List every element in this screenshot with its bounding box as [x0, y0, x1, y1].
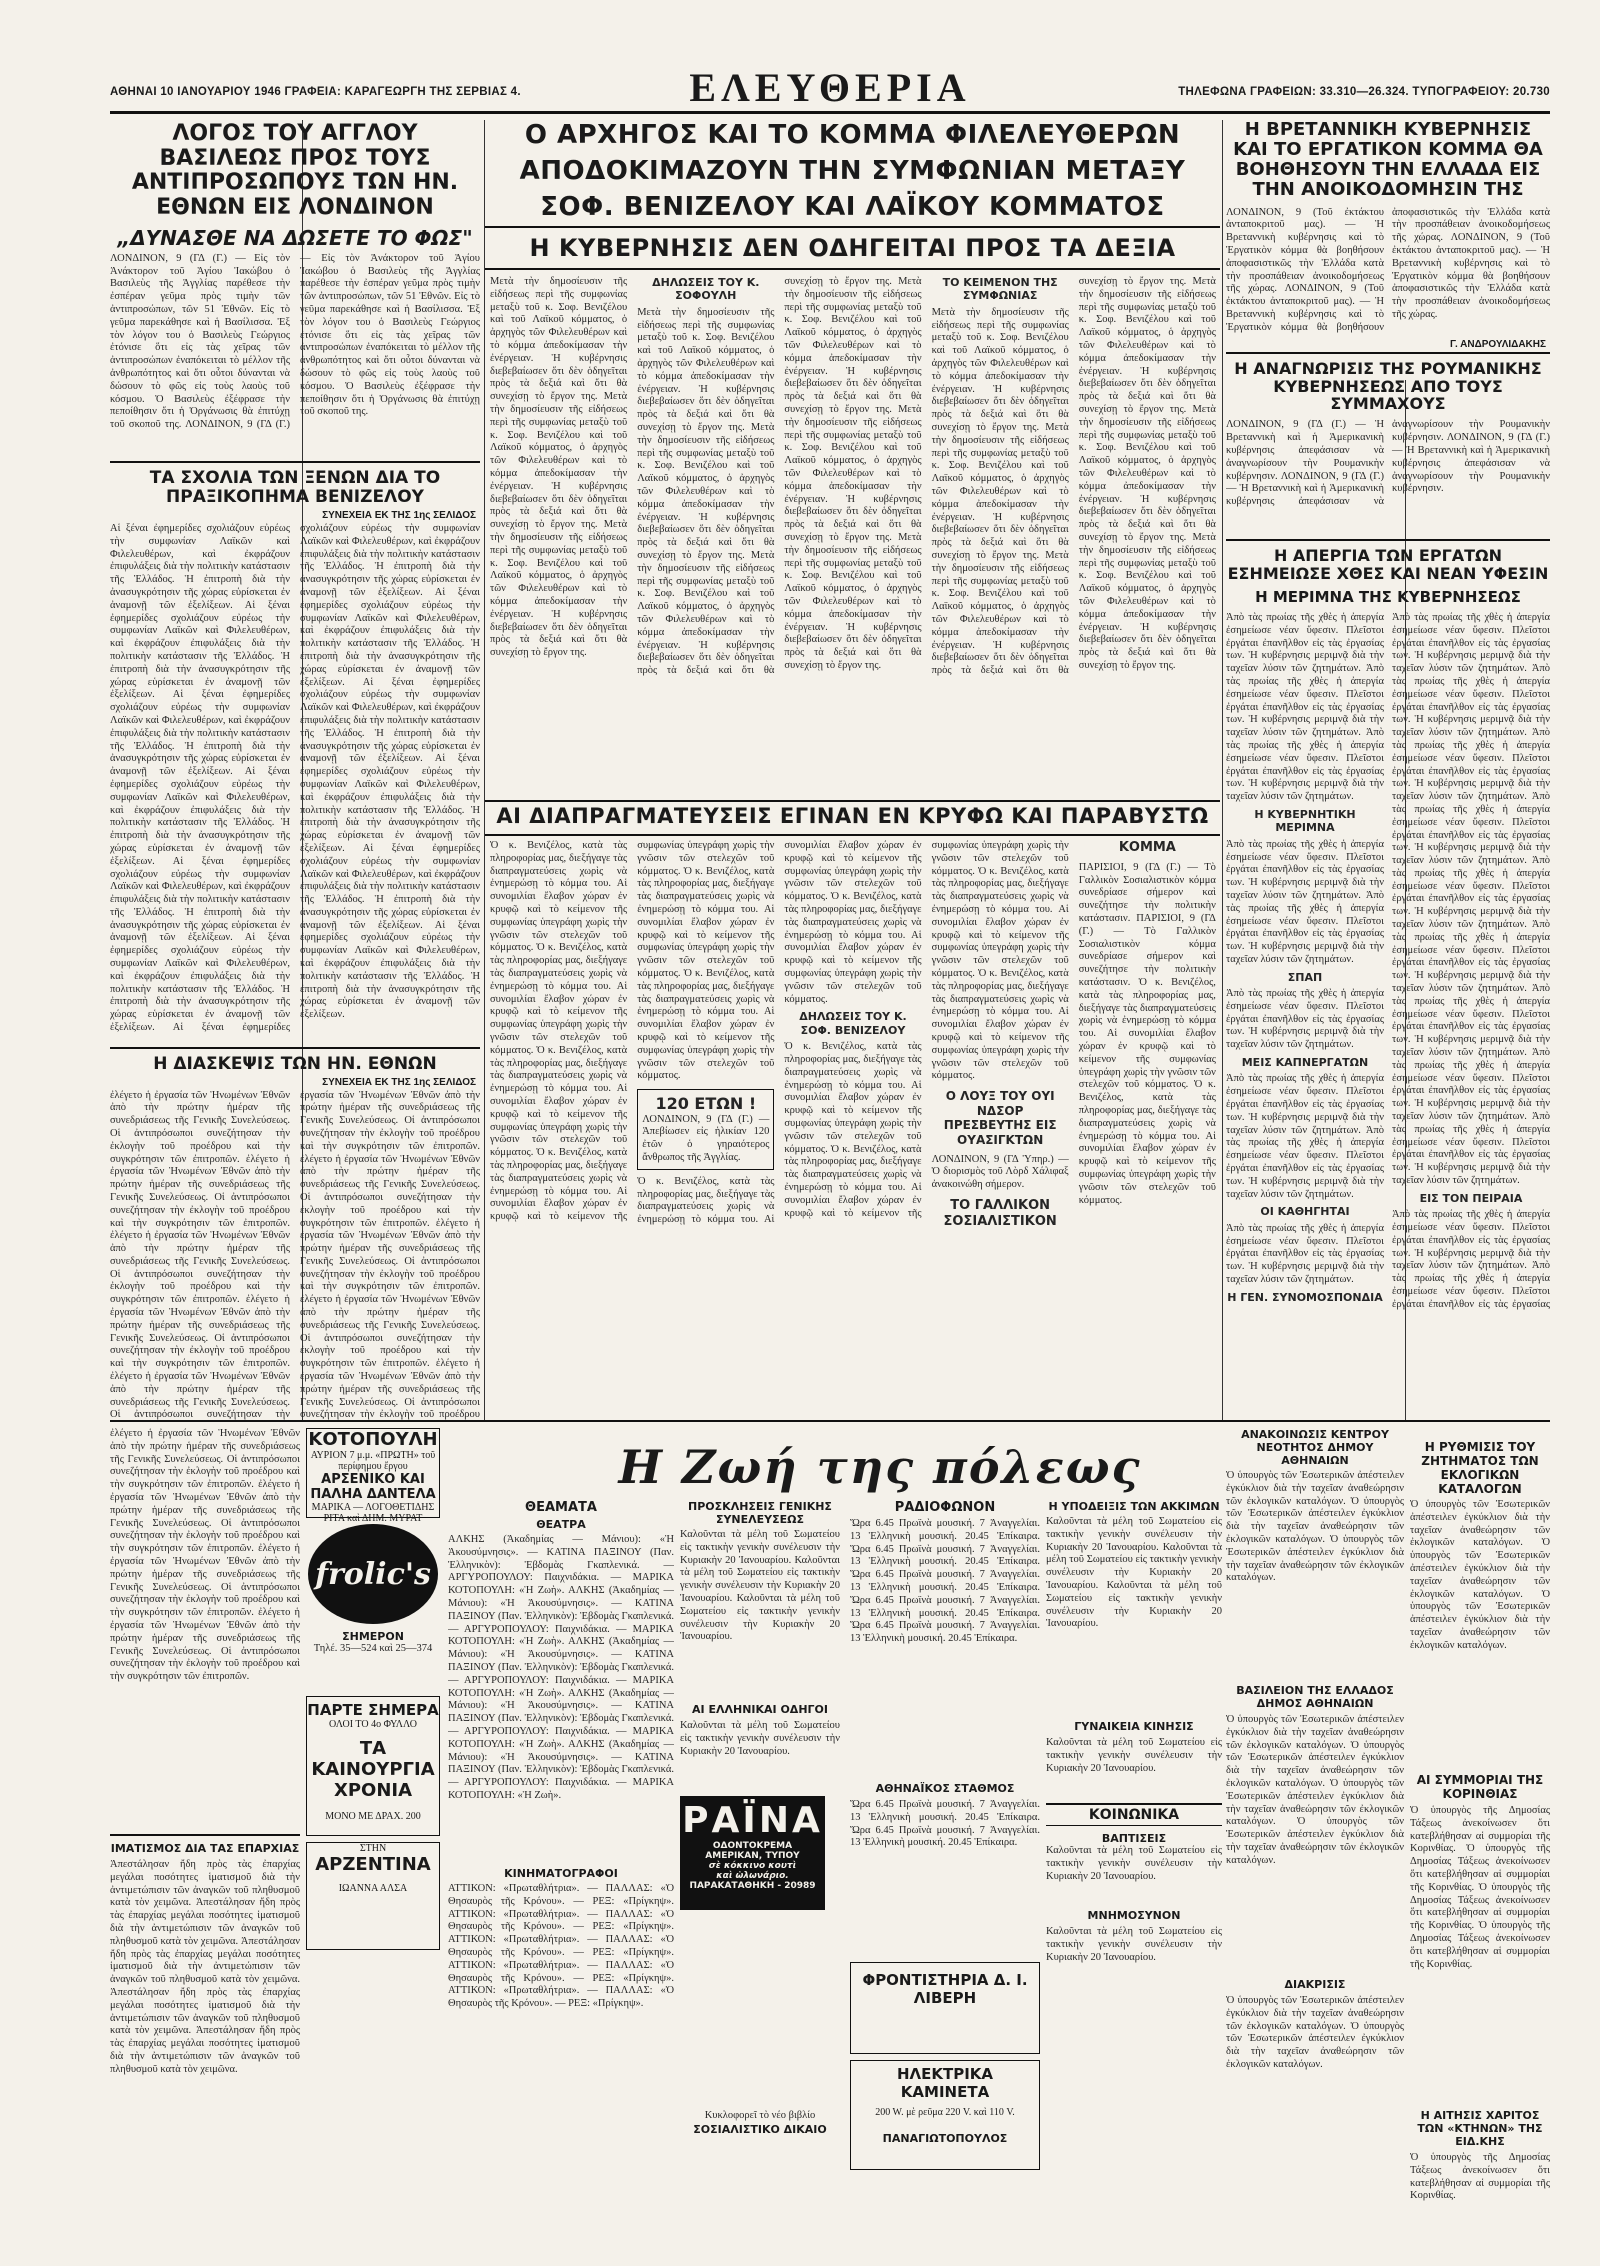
divider [485, 800, 1220, 802]
proskliseis-title: ΠΡΟΣΚΛΗΣΕΙΣ ΓΕΝΙΚΗΣ ΣΥΝΕΛΕΥΣΕΩΣ [688, 1500, 832, 1526]
article-text: Ὁ ὑπουργὸς τῆς Δημοσίας Τάξεως ἀνεκοίνωσεν ὅτι κατεβλήθησαν αἱ συμμορίαι τῆς Κορινθίας. [1410, 2152, 1550, 2202]
anakoinosis-title: ΑΝΑΚΟΙΝΩΣΙΣ ΚΕΝΤΡΟΥ ΝΕΟΤΗΤΟΣ ΔΗΜΟΥ ΑΘΗΝΑΙΩΝ [1241, 1428, 1389, 1467]
article-text: Ὁ ὑπουργὸς τῶν Ἐσωτερικῶν ἀπέστειλεν ἐγκύκλιον διὰ τὴν ταχεῖαν ἀναθεώρησιν τῶν ἐκλογικῶν καταλόγων. [1226, 1470, 1404, 1507]
section3-title: Η ΔΙΑΣΚΕΨΙΣ ΤΩΝ ΗΝ. ΕΘΝΩΝ [153, 1053, 437, 1074]
article-text: ἐλέγετο ἡ ἐργασία τῶν Ἡνωμένων Ἐθνῶν ἀπὸ τὴν πρώτην ἡμέραν τῆς συνεδριάσεως τῆς Γενικῆς Συνελεύσεως. Οἱ ἀντιπρόσωποι συνεζήτησαν τὴν ἐκλογὴν τοῦ προέδρου [300, 1358, 480, 1420]
article-text: Μετὰ τὴν δημοσίευσιν τῆς εἰδήσεως περὶ τῆς συμφωνίας μεταξὺ τοῦ κ. Σοφ. Βενιζέλου καὶ τοῦ Λαϊκοῦ κόμματος, ὁ ἀρχηγὸς τῶν Φιλελευθέρων καὶ τὸ κόμμα ἀπεδοκίμασαν τὴν ἐνέργειαν. Ἡ κυβέρνησις διεβεβαίωσεν ὅτι δὲν ὁδηγεῖται πρὸς τὰ δεξιά καὶ ὅτι θὰ συνεχίσῃ τὸ ἔργον της. [637, 421, 775, 561]
article-text: Ἀπὸ τὰς πρωίας τῆς χθὲς ἡ ἀπεργία ἐσημείωσε νέαν ὕφεσιν. Πλεῖστοι ἐργάται ἐπανῆλθον εἰς τὰς ἐργασίας των. Ἡ κυβέρνησις μεριμνᾷ διὰ τὴν ταχεῖαν λύσιν τῶν ζητημάτων. [1392, 1209, 1550, 1272]
label-sofouli: ΔΗΛΩΣΕΙΣ ΤΟΥ Κ. ΣΟΦΟΥΛΗ [652, 276, 760, 303]
ad-parte-price: ΜΟΝΟ ΜΕ ΔΡΑΧ. 200 [325, 1811, 421, 1822]
sub-merimna: Η ΚΥΒΕΡΝΗΤΙΚΗ ΜΕΡΙΜΝΑ [1254, 807, 1356, 835]
article-text: ΛΟΝΔΙΝΟΝ, 9 (ΓΔ (Γ.) — Εἰς τὸν Ἀνάκτορον τοῦ Ἁγίου Ἰακώβου ὁ Βασιλεὺς τῆς Ἀγγλίας παρέθεσε τὴν ἐσπέραν γεῦμα πρὸς τιμὴν τῶν ἀντιπροσώπων, τῶν 51 Ἐθνῶν. Εἰς τὸ γεῦμα παρεκάθησε καὶ ἡ Βασίλισσα. Ἐξ τὸν λόγον του ὁ Βασιλεὺς Γεώργιος ἐτόνισε ὅτι εἰς τὰς χεῖρας τῶν ἀντιπροσώπων ἐναπόκειται τὸ μέλλον τῆς ἀνθρωπότητος καὶ ὅτι οὗτοι δύνανται νὰ δώσουν τὸ φῶς εἰς τοὺς λαοὺς τοῦ κόσμου. Ὁ Βασιλεὺς ἐξέφρασε τὴν πεποίθησιν ὅτι ἡ Ὀργάνωσις θὰ ἐπιτύχῃ τοῦ σκοποῦ της. [110, 252, 290, 431]
article-text: Αἱ ξέναι ἐφημερίδες σχολιάζουν εὐρέως τὴν συμφωνίαν Λαϊκῶν καὶ Φιλελευθέρων, καὶ ἐκφράζουν ἐπιφυλάξεις διὰ τὴν πολιτικὴν κατάστασιν τῆς Ἑλλάδος. Ἡ ἐπιτροπὴ διὰ τὴν ἀνασυγκρότησιν τῆς χώρας εὑρίσκεται ἐν ἀναμονῇ τῶν ἐξελίξεων. [110, 599, 290, 701]
article-text: Αἱ ξέναι ἐφημερίδες σχολιάζουν εὐρέως τὴν συμφωνίαν Λαϊκῶν καὶ Φιλελευθέρων, καὶ ἐκφράζουν ἐπιφυλάξεις διὰ τὴν πολιτικὴν κατάστασιν τῆς Ἑλλάδος. Ἡ ἐπιτροπὴ διὰ τὴν ἀνασυγκρότησιν τῆς χώρας εὑρίσκεται ἐν ἀναμονῇ τῶν ἐξελίξεων. [300, 842, 480, 931]
article-text: Ὥρα 6.45 Πρωϊνὰ μουσική. 7 Ἀναγγελίαι. 13 Ἑλληνικὴ μουσική. 20.45 Ἐπίκαιρα. [850, 1543, 1040, 1568]
article-text: Αἱ ξέναι ἐφημερίδες σχολιάζουν εὐρέως τὴν συμφωνίαν Λαϊκῶν καὶ Φιλελευθέρων, καὶ ἐκφράζουν ἐπιφυλάξεις διὰ τὴν πολιτικὴν κατάστασιν τῆς Ἑλλάδος. Ἡ ἐπιτροπὴ διὰ τὴν ἀνασυγκρότησιν τῆς χώρας εὑρίσκεται ἐν ἀναμονῇ τῶν ἐξελίξεων. [110, 932, 290, 1034]
article-text: Ὁ ὑπουργὸς τῆς Δημοσίας Τάξεως ἀνεκοίνωσεν ὅτι κατεβλήθησαν αἱ συμμορίαι τῆς Κορινθίας. [1410, 1805, 1550, 1855]
romania-body [1226, 419, 1550, 539]
article-text: ΛΟΝΔΙΝΟΝ, 9 (ΓΔ Ὑπηρ.) — Ὁ διορισμὸς τοῦ Λὸρδ Χάλιφαξ ἀνακοινώθη σήμερον. [931, 1153, 1069, 1191]
article-text: Ὁ ὑπουργὸς τῶν Ἐσωτερικῶν ἀπέστειλεν ἐγκύκλιον διὰ τὴν ταχεῖαν ἀναθεώρησιν τῶν ἐκλογικῶν καταλόγων. [1226, 1739, 1404, 1789]
social-column [1046, 1500, 1222, 2200]
article-text: ἐλέγετο ἡ ἐργασία τῶν Ἡνωμένων Ἐθνῶν ἀπὸ τὴν πρώτην ἡμέραν τῆς συνεδριάσεως τῆς Γενικῆς Συνελεύσεως. Οἱ ἀντιπρόσωποι συνεζήτησαν τὴν ἐκλογὴν τοῦ προέδρου καὶ τὴν συγκρότησιν τῶν ἐπιτροπῶν. [110, 1089, 290, 1165]
diakrixis-title: ΔΙΑΚΡΙΣΙΣ [1284, 1978, 1346, 1991]
section2-byline: ΣΥΝΕΧΕΙΑ ΕΚ ΤΗΣ 1ης ΣΕΛΙΔΟΣ [322, 509, 476, 521]
article-text: Ὁ ὑπουργὸς τῶν Ἐσωτερικῶν ἀπέστειλεν ἐγκύκλιον διὰ τὴν ταχεῖαν ἀναθεώρησιν τῶν ἐκλογικῶν καταλόγων. [1226, 1714, 1404, 1751]
ad-frolics-info [306, 1630, 440, 1656]
article-text: Μετὰ τὴν δημοσίευσιν τῆς εἰδήσεως περὶ τῆς συμφωνίας μεταξὺ τοῦ κ. Σοφ. Βενιζέλου καὶ τοῦ Λαϊκοῦ κόμματος, ὁ ἀρχηγὸς τῶν Φιλελευθέρων καὶ τὸ κόμμα ἀπεδοκίμασαν τὴν ἐνέργειαν. Ἡ κυβέρνησις διεβεβαίωσεν ὅτι δὲν ὁδηγεῖται πρὸς τὰ δεξιά καὶ ὅτι θὰ συνεχίσῃ τὸ ἔργον της. [784, 531, 922, 671]
article-text: Καλοῦνται τὰ μέλη τοῦ Σωματείου εἰς τακτικὴν γενικὴν συνέλευσιν τὴν Κυριακὴν 20 Ἰανουαρίου. [1046, 1541, 1222, 1591]
article-text: ἐλέγετο ἡ ἐργασία τῶν Ἡνωμένων Ἐθνῶν ἀπὸ τὴν πρώτην ἡμέραν τῆς συνεδριάσεως τῆς Γενικῆς Συνελεύσεως. Οἱ ἀντιπρόσωποι συνεζήτησαν τὴν ἐκλογὴν τοῦ προέδρου καὶ τὴν συγκρότησιν τῶν ἐπιτροπῶν. [300, 1217, 480, 1293]
sathmos-body [850, 1799, 1040, 1850]
ad-argentina[interactable] [306, 1842, 440, 1950]
article-text: Ἀπὸ τὰς πρωίας τῆς χθὲς ἡ ἀπεργία ἐσημείωσε νέαν ὕφεσιν. Πλεῖστοι ἐργάται ἐπανῆλθον εἰς τὰς ἐργασίας των. Ἡ κυβέρνησις μεριμνᾷ διὰ τὴν ταχεῖαν λύσιν τῶν ζητημάτων. [1226, 727, 1384, 803]
ad-parte-main: ΤΑ ΚΑΙΝΟΥΡΓΙΑ ΧΡΟΝΙΑ [311, 1738, 435, 1801]
vasileion-body [1226, 1714, 1404, 1974]
ad-kainourgia-xronia[interactable] [306, 1696, 440, 1836]
article-text: Αἱ ξέναι ἐφημερίδες σχολιάζουν εὐρέως τὴν συμφωνίαν Λαϊκῶν καὶ Φιλελευθέρων, καὶ ἐκφράζουν ἐπιφυλάξεις διὰ τὴν πολιτικὴν κατάστασιν τῆς Ἑλλάδος. Ἡ ἐπιτροπὴ διὰ τὴν ἀνασυγκρότησιν τῆς χώρας εὑρίσκεται ἐν ἀναμονῇ τῶν ἐξελίξεων. [300, 586, 480, 688]
article-text: ἐργασία τῶν Ἡνωμένων Ἐθνῶν ἀπὸ τὴν πρώτην ἡμέραν τῆς συνεδριάσεως τῆς Γενικῆς Συνελεύσεως. Οἱ ἀντιπρόσωποι συνεζήτησαν τὴν ἐκλογὴν τοῦ προέδρου καὶ τὴν συγκρότησιν τῶν ἐπιτροπῶν. [300, 1089, 480, 1152]
section3-body [110, 1090, 480, 1420]
article-text: Ὁ ὑπουργὸς τῶν Ἐσωτερικῶν ἀπέστειλεν ἐγκύκλιον διὰ τὴν ταχεῖαν ἀναθεώρησιν τῶν ἐκλογικῶν καταλόγων. [1226, 1495, 1404, 1545]
article-text: ΑΤΤΙΚΟΝ: «Πρωταθλήτρια». — ΠΑΛΛΑΣ: «Ὁ Θησαυρὸς τῆς Κρόνου». — ΡΕΞ: «Πρίγκηψ». [448, 1883, 674, 1907]
raina-line-1: ΟΔΟΝΤΟΚΡΕΜΑ [712, 1841, 793, 1851]
article-text: Μετὰ τὴν δημοσίευσιν τῆς εἰδήσεως περὶ τῆς συμφωνίας μεταξὺ τοῦ κ. Σοφ. Βενιζέλου καὶ τοῦ Λαϊκοῦ κόμματος, ὁ ἀρχηγὸς τῶν Φιλελευθέρων καὶ τὸ κόμμα ἀπεδοκίμασαν τὴν ἐνέργειαν. Ἡ κυβέρνησις διεβεβαίωσεν ὅτι δὲν ὁδηγεῖται πρὸς τὰ δεξιά καὶ ὅτι θὰ συνεχίσῃ τὸ ἔργον της. [490, 276, 628, 403]
proskliseis-body [680, 1529, 840, 1699]
article-text: Ἀπεστάλησαν ἤδη πρὸς τὰς ἐπαρχίας μεγάλαι ποσότητες ἱματισμοῦ διὰ τὴν ἀντιμετώπισιν τῶν ἀναγκῶν τοῦ πληθυσμοῦ κατὰ τὸν χειμῶνα. [110, 2025, 300, 2075]
article-text: ΛΟΝΔΙΝΟΝ, 9 (ΓΔ (Γ.) — Ἡ Βρεταννικὴ καὶ ἡ Ἀμερικανικὴ κυβέρνησις ἀπεφάσισαν νὰ ἀναγνωρίσουν τὴν Ρουμανικὴν κυβέρνησιν. [1226, 419, 1384, 482]
article-text: Ὁ κ. Βενιζέλος, κατὰ τὰς πληροφορίας μας, διεξήγαγε τὰς διαπραγματεύσεις χωρὶς νὰ ἐνημερώσῃ τὸ κόμμα του. Αἱ συνομιλίαι ἔλαβον χώραν ἐν κρυφῷ καὶ τὸ κείμενον τῆς συμφωνίας ὑπεγράφη χωρὶς τὴν γνῶσιν τῶν στελεχῶν τοῦ κόμματος. [931, 865, 1069, 979]
article-text: Ὁ ὑπουργὸς τῶν Ἐσωτερικῶν ἀπέστειλεν ἐγκύκλιον διὰ τὴν ταχεῖαν ἀναθεώρησιν τῶν ἐκλογικῶν καταλόγων. [1226, 1995, 1404, 2032]
ad-raina[interactable] [680, 1796, 825, 1910]
main-headline-line-1: Ο ΑΡΧΗΓΟΣ ΚΑΙ ΤΟ ΚΟΜΜΑ ΦΙΛΕΛΕΥΘΕΡΩΝ [524, 120, 1181, 150]
article-text: ΑΛΚΗΣ (Ἀκαδημίας — Μάνιου): «Ἡ Ἀκουσύμνησις». — ΚΑΤΙΝΑ ΠΑΞΙΝΟΥ (Παν. Ἐλληνικὸν): Ἑβδομὰς Γκαπλενικά. — ΑΡΓΥΡΟΠΟΥΛΟΥ: Παιχνιδάκια. — ΜΑΡΙΚΑ ΚΟΤΟΠΟΥΛΗ: «Ἡ Ζωὴ». [448, 1738, 674, 1801]
radio-body [850, 1518, 1040, 1778]
article-text: Ὁ ὑπουργὸς τῶν Ἐσωτερικῶν ἀπέστειλεν ἐγκύκλιον διὰ τὴν ταχεῖαν ἀναθεώρησιν τῶν ἐκλογικῶν καταλόγων. [1410, 1588, 1550, 1651]
article-text: Ὁ κ. Βενιζέλος, κατὰ τὰς πληροφορίας μας, διεξήγαγε τὰς διαπραγματεύσεις χωρὶς νὰ ἐνημερώσῃ τὸ κόμμα του. Αἱ συνομιλίαι ἔλαβον χώραν ἐν κρυφῷ καὶ τὸ κείμενον τῆς συμφωνίας ὑπεγράφη χωρὶς τὴν γνῶσιν τῶν στελεχῶν τοῦ κόμματος. [490, 840, 775, 1223]
radio-column [850, 1500, 1040, 1960]
radio-title: ΡΑΔΙΟΦΩΝΟΝ [894, 1500, 996, 1515]
article-text: ΠΑΡΙΣΙΟΙ, 9 (ΓΔ (Γ.) — Τὸ Γαλλικὸν Σοσιαλιστικὸν κόμμα συνεδρίασε σήμερον καὶ συνεζήτησε τὴν πολιτικὴν κατάστασιν. [1078, 861, 1216, 925]
article-text: Ὁ ὑπουργὸς τῶν Ἐσωτερικῶν ἀπέστειλεν ἐγκύκλιον διὰ τὴν ταχεῖαν ἀναθεώρησιν τῶν ἐκλογικῶν καταλόγων. [1226, 1777, 1404, 1828]
article-text: ΑΛΚΗΣ (Ἀκαδημίας — Μάνιου): «Ἡ Ἀκουσύμνησις». — ΚΑΤΙΝΑ ΠΑΞΙΝΟΥ (Παν. Ἐλληνικὸν): Ἑβδομὰς Γκαπλενικά. — ΑΡΓΥΡΟΠΟΥΛΟΥ: Παιχνιδάκια. — ΜΑΡΙΚΑ ΚΟΤΟΠΟΥΛΗ: «Ἡ Ζωὴ». [448, 1585, 674, 1648]
electoral-body [1410, 1499, 1550, 1769]
ad-parte-sub: ΟΛΟΙ ΤΟ 4ο ΦΥΛΛΟ [328, 1719, 418, 1730]
article-text: Ἀπὸ τὰς πρωίας τῆς χθὲς ἡ ἀπεργία ἐσημείωσε νέαν ὕφεσιν. Πλεῖστοι ἐργάται ἐπανῆλθον εἰς τὰς ἐργασίας των. Ἡ κυβέρνησις μεριμνᾷ διὰ τὴν ταχεῖαν λύσιν τῶν ζητημάτων. [1392, 663, 1550, 739]
pardon-body [1410, 2152, 1550, 2203]
secondary-headline: ΑΙ ΔΙΑΠΡΑΓΜΑΤΕΥΣΕΙΣ ΕΓΙΝΑΝ ΕΝ ΚΡΥΦΩ ΚΑΙ ΠΑΡΑΒΥΣΤΩ [496, 804, 1209, 828]
article-text: Ὁ κ. Βενιζέλος, κατὰ τὰς πληροφορίας μας, διεξήγαγε τὰς διαπραγματεύσεις χωρὶς νὰ ἐνημερώσῃ τὸ κόμμα του. Αἱ συνομιλίαι ἔλαβον χώραν ἐν κρυφῷ καὶ τὸ κείμενον τῆς συμφωνίας ὑπεγράφη χωρὶς τὴν γνῶσιν τῶν στελεχῶν τοῦ κόμματος. [637, 840, 922, 1226]
article-text: Ὁ κ. Βενιζέλος, κατὰ τὰς πληροφορίας μας, διεξήγαγε τὰς διαπραγματεύσεις χωρὶς νὰ ἐνημερώσῃ τὸ κόμμα του. Αἱ συνομιλίαι ἔλαβον χώραν ἐν κρυφῷ καὶ τὸ κείμενον τῆς συμφωνίας ὑπεγράφη χωρὶς τὴν γνῶσιν τῶν στελεχῶν τοῦ κόμματος. [490, 942, 628, 1056]
article-text: ΑΛΚΗΣ (Ἀκαδημίας — Μάνιου): «Ἡ Ἀκουσύμνησις». — ΚΑΤΙΝΑ ΠΑΞΙΝΟΥ (Παν. Ἐλληνικὸν): Ἑβδομὰς Γκαπλενικά. — ΑΡΓΥΡΟΠΟΥΛΟΥ: Παιχνιδάκια. — ΜΑΡΙΚΑ ΚΟΤΟΠΟΥΛΗ: «Ἡ Ζωὴ». [448, 1687, 674, 1750]
divider [110, 461, 480, 463]
article-text: Αἱ ξέναι ἐφημερίδες σχολιάζουν εὐρέως τὴν συμφωνίαν Λαϊκῶν καὶ Φιλελευθέρων, καὶ ἐκφράζουν ἐπιφυλάξεις διὰ τὴν πολιτικὴν κατάστασιν τῆς Ἑλλάδος. Ἡ ἐπιτροπὴ διὰ τὴν ἀνασυγκρότησιν τῆς χώρας εὑρίσκεται ἐν ἀναμονῇ τῶν ἐξελίξεων. [300, 676, 480, 765]
vaptiseis-body [1046, 1845, 1222, 1905]
article-text: Ὥρα 6.45 Πρωϊνὰ μουσική. 7 Ἀναγγελίαι. 13 Ἑλληνικὴ μουσική. 20.45 Ἐπίκαιρα. [850, 1569, 1040, 1593]
article-text: Μετὰ τὴν δημοσίευσιν τῆς εἰδήσεως περὶ τῆς συμφωνίας μεταξὺ τοῦ κ. Σοφ. Βενιζέλου καὶ τοῦ Λαϊκοῦ κόμματος, ὁ ἀρχηγὸς τῶν Φιλελευθέρων καὶ τὸ κόμμα ἀπεδοκίμασαν τὴν ἐνέργειαν. Ἡ κυβέρνησις διεβεβαίωσεν ὅτι δὲν ὁδηγεῖται πρὸς τὰ δεξιά καὶ ὅτι θὰ συνεχίσῃ τὸ ἔργον της. [637, 276, 899, 677]
article-text: ΑΛΚΗΣ (Ἀκαδημίας — Μάνιου): «Ἡ Ἀκουσύμνησις». — ΚΑΤΙΝΑ ΠΑΞΙΝΟΥ (Παν. Ἐλληνικὸν): Ἑβδομὰς Γκαπλενικά. — ΑΡΓΥΡΟΠΟΥΛΟΥ: Παιχνιδάκια. — ΜΑΡΙΚΑ ΚΟΤΟΠΟΥΛΗ: «Ἡ Ζωὴ». [448, 1534, 674, 1597]
center-article [490, 276, 1216, 796]
article-text: Ἀπὸ τὰς πρωίας τῆς χθὲς ἡ ἀπεργία ἐσημείωσε νέαν ὕφεσιν. Πλεῖστοι ἐργάται ἐπανῆλθον εἰς τὰς ἐργασίας των. Ἡ κυβέρνησις μεριμνᾷ διὰ τὴν ταχεῖαν λύσιν τῶν ζητημάτων. [1392, 983, 1550, 1059]
article-text: ἐλέγετο ἡ ἐργασία τῶν Ἡνωμένων Ἐθνῶν ἀπὸ τὴν πρώτην ἡμέραν τῆς συνεδριάσεως τῆς Γενικῆς Συνελεύσεως. Οἱ ἀντιπρόσωποι συνεζήτησαν τὴν ἐκλογὴν τοῦ προέδρου καὶ τὴν συγκρότησιν τῶν ἐπιτροπῶν. [110, 1543, 300, 1619]
kinimatografoi-body [448, 1883, 674, 2200]
theatra-body [448, 1534, 674, 1864]
kamineta-title: ΗΛΕΚΤΡΙΚΑ ΚΑΜΙΝΕΤΑ [896, 2065, 994, 2101]
article-text: Ὁ κ. Βενιζέλος, κατὰ τὰς πληροφορίας μας, διεξήγαγε τὰς διαπραγματεύσεις χωρὶς νὰ ἐνημερώσῃ τὸ κόμμα του. Αἱ συνομιλίαι ἔλαβον χώραν ἐν κρυφῷ καὶ τὸ κείμενον τῆς συμφωνίας ὑπεγράφη χωρὶς τὴν γνῶσιν τῶν στελεχῶν τοῦ κόμματος. [490, 840, 628, 954]
article-text: Καλοῦνται τὰ μέλη τοῦ Σωματείου εἰς τακτικὴν γενικὴν συνέλευσιν τὴν Κυριακὴν 20 Ἰανουαρίου. [1046, 1845, 1222, 1882]
article-text: Καλοῦνται τὰ μέλη τοῦ Σωματείου εἰς τακτικὴν γενικὴν συνέλευσιν τὴν Κυριακὴν 20 Ἰανουαρίου. [1046, 1926, 1222, 1963]
box-120-years [637, 1089, 774, 1170]
article-text: ΛΟΝΔΙΝΟΝ, 9 (ΓΔ (Γ.) — Ἡ Βρεταννικὴ καὶ ἡ Ἀμερικανικὴ κυβέρνησις ἀπεφάσισαν νὰ ἀναγνωρίσουν τὴν Ρουμανικὴν κυβέρνησιν. [1392, 432, 1550, 495]
article-text: ἐλέγετο ἡ ἐργασία τῶν Ἡνωμένων Ἐθνῶν ἀπὸ τὴν πρώτην ἡμέραν τῆς συνεδριάσεως τῆς Γενικῆς Συνελεύσεως. Οἱ ἀντιπρόσωποι συνεζήτησαν τὴν ἐκλογὴν τοῦ προέδρου καὶ τὴν συγκρότησιν τῶν ἐπιτροπῶν. [110, 1428, 300, 1491]
article-text: Καλοῦνται τὰ μέλη τοῦ Σωματείου εἰς τακτικὴν γενικὴν συνέλευσιν τὴν Κυριακὴν 20 Ἰανουαρίου. [1046, 1516, 1222, 1553]
divider [485, 834, 1220, 836]
article-text: ἐλέγετο ἡ ἐργασία τῶν Ἡνωμένων Ἐθνῶν ἀπὸ τὴν πρώτην ἡμέραν τῆς συνεδριάσεως τῆς Γενικῆς Συνελεύσεως. Οἱ ἀντιπρόσωποι συνεζήτησαν τὴν ἐκλογὴν τοῦ προέδρου καὶ τὴν συγκρότησιν τῶν ἐπιτροπῶν. [300, 1153, 480, 1229]
article-text: Καλοῦνται τὰ μέλη τοῦ Σωματείου εἰς τακτικὴν γενικὴν συνέλευσιν τὴν Κυριακὴν 20 Ἰανουαρίου. [680, 1592, 840, 1643]
left-headline: ΛΟΓΟΣ ΤΟΥ ΑΓΓΛΟΥ ΒΑΣΙΛΕΩΣ ΠΡΟΣ ΤΟΥΣ ΑΝΤΙΠΡΟΣΩΠΟΥΣ ΤΩΝ ΗΝ. ΕΘΝΩΝ ΕΙΣ ΛΟΝΔΙΝΟΝ [131, 121, 459, 220]
article-text: Αἱ ξέναι ἐφημερίδες σχολιάζουν εὐρέως τὴν συμφωνίαν Λαϊκῶν καὶ Φιλελευθέρων, καὶ ἐκφράζουν ἐπιφυλάξεις διὰ τὴν πολιτικὴν κατάστασιν τῆς Ἑλλάδος. Ἡ ἐπιτροπὴ διὰ τὴν ἀνασυγκρότησιν τῆς χώρας εὑρίσκεται ἐν ἀναμονῇ τῶν ἐξελίξεων. [300, 753, 480, 854]
city-life-title: Η Ζωή της πόλεως [618, 1440, 1142, 1494]
ad-kamineta[interactable] [850, 2060, 1040, 2170]
article-text: Ἀπὸ τὰς πρωίας τῆς χθὲς ἡ ἀπεργία ἐσημείωσε νέαν ὕφεσιν. Πλεῖστοι ἐργάται ἐπανῆλθον εἰς τὰς ἐργασίας των. Ἡ κυβέρνησις μεριμνᾷ διὰ τὴν ταχεῖαν λύσιν τῶν ζητημάτων. [1226, 1222, 1384, 1286]
theamata-column [448, 1500, 674, 2200]
article-text: ἐλέγετο ἡ ἐργασία τῶν Ἡνωμένων Ἐθνῶν ἀπὸ τὴν πρώτην ἡμέραν τῆς συνεδριάσεως τῆς Γενικῆς Συνελεύσεως. Οἱ ἀντιπρόσωποι συνεζήτησαν τὴν ἐκλογὴν τοῦ προέδρου καὶ τὴν συγκρότησιν τῶν ἐπιτροπῶν. [300, 1294, 480, 1370]
box-120-title: 120 ΕΤΩΝ ! [655, 1094, 757, 1114]
article-text: ΑΤΤΙΚΟΝ: «Πρωταθλήτρια». — ΠΑΛΛΑΣ: «Ὁ Θησαυρὸς τῆς Κρόνου». — ΡΕΞ: «Πρίγκηψ». [448, 1934, 674, 1958]
article-text: Ὁ ὑπουργὸς τῶν Ἐσωτερικῶν ἀπέστειλεν ἐγκύκλιον διὰ τὴν ταχεῖαν ἀναθεώρησιν τῶν ἐκλογικῶν καταλόγων. [1410, 1499, 1550, 1549]
divider [485, 268, 1220, 270]
kamineta-seller: ΠΑΝΑΓΙΩΤΟΠΟΥΛΟΣ [882, 2132, 1008, 2145]
article-text: ἐλέγετο ἡ ἐργασία τῶν Ἡνωμένων Ἐθνῶν ἀπὸ τὴν πρώτην ἡμέραν τῆς συνεδριάσεως τῆς Γενικῆς Συνελεύσεως. Οἱ ἀντιπρόσωποι συνεζήτησαν τὴν ἐκλογὴν τοῦ προέδρου καὶ τὴν συγκρότησιν τῶν ἐπιτροπῶν. [110, 1294, 290, 1370]
article-text: Καλοῦνται τὰ μέλη τοῦ Σωματείου εἰς τακτικὴν γενικὴν συνέλευσιν τὴν Κυριακὴν 20 Ἰανουαρίου. [680, 1720, 840, 1757]
article-text: Καλοῦνται τὰ μέλη τοῦ Σωματείου εἰς τακτικὴν γενικὴν συνέλευσιν τὴν Κυριακὴν 20 Ἰανουαρίου. [1046, 1737, 1222, 1774]
center-article-2 [490, 840, 1216, 1415]
section2-body [110, 523, 480, 1043]
article-text: Μετὰ τὴν δημοσίευσιν τῆς εἰδήσεως περὶ τῆς συμφωνίας μεταξὺ τοῦ κ. Σοφ. Βενιζέλου καὶ τοῦ Λαϊκοῦ κόμματος, ὁ ἀρχηγὸς τῶν Φιλελευθέρων καὶ τὸ κόμμα ἀπεδοκίμασαν τὴν ἐνέργειαν. Ἡ κυβέρνησις διεβεβαίωσεν ὅτι δὲν ὁδηγεῖται πρὸς τὰ δεξιά καὶ ὅτι θὰ συνεχίσῃ τὸ ἔργον της. [1078, 276, 1216, 415]
article-text: ΛΟΝΔΙΝΟΝ, 9 (Τοῦ ἐκτάκτου ἀνταποκριτοῦ μας). — Ἡ Βρεταννικὴ κυβέρνησις καὶ τὸ Ἐργατικὸν κόμμα θὰ βοηθήσουν ἀποφασιστικῶς τὴν Ἑλλάδα κατὰ τὴν προσπάθειαν ἀνοικοδομήσεως τῆς χώρας. [1226, 206, 1550, 333]
article-text: Ὁ κ. Βενιζέλος, κατὰ τὰς πληροφορίας μας, διεξήγαγε τὰς διαπραγματεύσεις χωρὶς νὰ ἐνημερώσῃ τὸ κόμμα του. Αἱ συνομιλίαι ἔλαβον χώραν ἐν κρυφῷ καὶ τὸ κείμενον τῆς συμφωνίας ὑπεγράφη χωρὶς τὴν γνῶσιν τῶν στελεχῶν τοῦ κόμματος. [637, 967, 775, 1082]
article-text: ΛΟΝΔΙΝΟΝ, 9 (Τοῦ ἐκτάκτου ἀνταποκριτοῦ μας). — Ἡ Βρεταννικὴ κυβέρνησις καὶ τὸ Ἐργατικὸν κόμμα θὰ βοηθήσουν ἀποφασιστικῶς τὴν Ἑλλάδα κατὰ τὴν προσπάθειαν ἀνοικοδομήσεως τῆς χώρας. [1392, 232, 1550, 320]
article-text: Αἱ ξέναι ἐφημερίδες σχολιάζουν εὐρέως τὴν συμφωνίαν Λαϊκῶν καὶ Φιλελευθέρων, καὶ ἐκφράζουν ἐπιφυλάξεις διὰ τὴν πολιτικὴν κατάστασιν τῆς Ἑλλάδος. Ἡ ἐπιτροπὴ διὰ τὴν ἀνασυγκρότησιν τῆς χώρας εὑρίσκεται ἐν ἀναμονῇ τῶν ἐξελίξεων. [110, 522, 290, 611]
gallikon-title: ΤΟ ΓΑΛΛΙΚΟΝ ΣΟΣΙΑΛΙΣΤΙΚΟΝ ΚΟΜΜΑ [943, 840, 1176, 1229]
kamineta-body: 200 W. μὲ ρεῦμα 220 V. καὶ 110 V. [875, 2107, 1015, 2118]
theatra-title: ΘΕΑΤΡΑ [536, 1518, 586, 1531]
article-text: Ὁ ὑπουργὸς τῆς Δημοσίας Τάξεως ἀνεκοίνωσεν ὅτι κατεβλήθησαν αἱ συμμορίαι τῆς Κορινθίας. [1410, 1920, 1550, 1970]
gynaikeia-body [1046, 1737, 1222, 1797]
raina-line-3: σὲ κόκκινο κουτὶ [708, 1861, 797, 1871]
article-text: Ὁ κ. Βενιζέλος, κατὰ τὰς πληροφορίας μας, διεξήγαγε τὰς διαπραγματεύσεις χωρὶς νὰ ἐνημερώσῃ τὸ κόμμα του. Αἱ συνομιλίαι ἔλαβον χώραν ἐν κρυφῷ καὶ τὸ κείμενον τῆς συμφωνίας ὑπεγράφη χωρὶς τὴν γνῶσιν τῶν στελεχῶν τοῦ κόμματος. [1078, 1079, 1216, 1206]
article-text: ΛΟΝΔΙΝΟΝ, 9 (ΓΔ (Γ.) — Ἡ Βρεταννικὴ καὶ ἡ Ἀμερικανικὴ κυβέρνησις ἀπεφάσισαν νὰ ἀναγνωρίσουν τὴν Ρουμανικὴν κυβέρνησιν. [1226, 419, 1550, 508]
ypodeixi-title: Η ΥΠΟΔΕΙΞΙΣ ΤΩΝ ΑΚΚΙΜΩΝ [1048, 1500, 1220, 1513]
article-text: ΛΟΝΔΙΝΟΝ, 9 (Τοῦ ἐκτάκτου ἀνταποκριτοῦ μας). — Ἡ Βρεταννικὴ κυβέρνησις καὶ τὸ Ἐργατικὸν κόμμα θὰ βοηθήσουν ἀποφασιστικῶς τὴν Ἑλλάδα κατὰ τὴν προσπάθειαν ἀνοικοδομήσεως τῆς χώρας. [1226, 206, 1384, 295]
article-text: Ἀπὸ τὰς πρωίας τῆς χθὲς ἡ ἀπεργία ἐσημείωσε νέαν ὕφεσιν. Πλεῖστοι ἐργάται ἐπανῆλθον εἰς τὰς ἐργασίας των. Ἡ κυβέρνησις μεριμνᾷ διὰ τὴν ταχεῖαν λύσιν τῶν ζητημάτων. [1392, 727, 1550, 803]
raina-line-2: ΑΜΕΡΙΚΑΝ, ΤΥΠΟΥ [705, 1851, 800, 1861]
article-text: Ἀπὸ τὰς πρωίας τῆς χθὲς ἡ ἀπεργία ἐσημείωσε νέαν ὕφεσιν. Πλεῖστοι ἐργάται ἐπανῆλθον εἰς τὰς ἐργασίας των. Ἡ κυβέρνησις μεριμνᾷ διὰ τὴν ταχεῖαν λύσιν τῶν ζητημάτων. [1226, 889, 1384, 965]
column-divider [1222, 120, 1223, 1420]
article-text: ΛΟΝΔΙΝΟΝ, 9 (ΓΔ (Γ.) — Εἰς τὸν Ἀνάκτορον τοῦ Ἁγίου Ἰακώβου ὁ Βασιλεὺς τῆς Ἀγγλίας παρέθεσε τὴν ἐσπέραν γεῦμα πρὸς τιμὴν τῶν ἀντιπροσώπων, τῶν 51 Ἐθνῶν. Εἰς τὸ γεῦμα παρεκάθησε καὶ ἡ Βασίλισσα. Ἐξ τὸν λόγον του ὁ Βασιλεὺς Γεώργιος ἐτόνισε ὅτι εἰς τὰς χεῖρας τῶν ἀντιπροσώπων ἐναπόκειται τὸ μέλλον τῆς ἀνθρωπότητος καὶ ὅτι οὗτοι δύνανται νὰ δώσουν τὸ φῶς εἰς τοὺς λαοὺς τοῦ κόσμου. Ὁ Βασιλεὺς ἐξέφρασε τὴν πεποίθησιν ὅτι ἡ Ὀργάνωσις θὰ ἐπιτύχῃ τοῦ σκοποῦ της. [185, 252, 480, 431]
article-text: ἐλέγετο ἡ ἐργασία τῶν Ἡνωμένων Ἐθνῶν ἀπὸ τὴν πρώτην ἡμέραν τῆς συνεδριάσεως τῆς Γενικῆς Συνελεύσεως. Οἱ ἀντιπρόσωποι συνεζήτησαν τὴν ἐκλογὴν τοῦ προέδρου καὶ τὴν συγκρότησιν τῶν ἐπιτροπῶν. [110, 1607, 300, 1683]
article-text: Αἱ ξέναι ἐφημερίδες σχολιάζουν εὐρέως τὴν συμφωνίαν Λαϊκῶν καὶ Φιλελευθέρων, καὶ ἐκφράζουν ἐπιφυλάξεις διὰ τὴν πολιτικὴν κατάστασιν τῆς Ἑλλάδος. Ἡ ἐπιτροπὴ διὰ τὴν ἀνασυγκρότησιν τῆς χώρας εὑρίσκεται ἐν ἀναμονῇ τῶν ἐξελίξεων. [300, 919, 480, 1021]
article-text: Μετὰ τὴν δημοσίευσιν τῆς εἰδήσεως περὶ τῆς συμφωνίας μεταξὺ τοῦ κ. Σοφ. Βενιζέλου καὶ τοῦ Λαϊκοῦ κόμματος, ὁ ἀρχηγὸς τῶν Φιλελευθέρων καὶ τὸ κόμμα ἀπεδοκίμασαν τὴν ἐνέργειαν. Ἡ κυβέρνησις διεβεβαίωσεν ὅτι δὲν ὁδηγεῖται πρὸς τὰ δεξιά καὶ ὅτι θὰ συνεχίσῃ τὸ ἔργον της. [784, 276, 922, 415]
vaptiseis-title: ΒΑΠΤΙΣΕΙΣ [1101, 1832, 1167, 1845]
koinonika-title: ΚΟΙΝΩΝΙΚΑ [1046, 1803, 1222, 1826]
strike-subheadline: Η ΜΕΡΙΜΝΑ ΤΗΣ ΚΥΒΕΡΝΗΣΕΩΣ [1255, 588, 1521, 607]
ad-argentina-author: ΙΩΑΝΝΑ ΑΛΣΑ [338, 1883, 408, 1894]
right-edge-column [1410, 1440, 1550, 2230]
ad-parte-title: ΠΑΡΤΕ ΣΗΜΕΡΑ [307, 1701, 439, 1719]
article-text: Μετὰ τὴν δημοσίευσιν τῆς εἰδήσεως περὶ τῆς συμφωνίας μεταξὺ τοῦ κ. Σοφ. Βενιζέλου καὶ τοῦ Λαϊκοῦ κόμματος, ὁ ἀρχηγὸς τῶν Φιλελευθέρων καὶ τὸ κόμμα ἀπεδοκίμασαν τὴν ἐνέργειαν. Ἡ κυβέρνησις διεβεβαίωσεν ὅτι δὲν ὁδηγεῖται πρὸς τὰ δεξιά καὶ ὅτι θὰ συνεχίσῃ τὸ ἔργον της. [931, 306, 1069, 433]
divider [110, 1834, 300, 1836]
article-text: ΑΤΤΙΚΟΝ: «Πρωταθλήτρια». — ΠΑΛΛΑΣ: «Ὁ Θησαυρὸς τῆς Κρόνου». — ΡΕΞ: «Πρίγκηψ». [448, 1908, 674, 1933]
article-text: Ὁ κ. Βενιζέλος, κατὰ τὰς πληροφορίας μας, διεξήγαγε τὰς διαπραγματεύσεις χωρὶς νὰ ἐνημερώσῃ τὸ κόμμα του. Αἱ συνομιλίαι ἔλαβον χώραν ἐν κρυφῷ καὶ τὸ κείμενον τῆς συμφωνίας ὑπεγράφη χωρὶς τὴν γνῶσιν τῶν στελεχῶν τοῦ κόμματος. [931, 967, 1069, 1082]
newspaper-title: ΕΛΕΥΘΕΡΙΑ [689, 65, 971, 110]
label-venizelou: ΔΗΛΩΣΕΙΣ ΤΟΥ Κ. ΣΟΦ. ΒΕΝΙΖΕΛΟΥ [799, 1010, 907, 1037]
mnimosyno-title: ΜΝΗΜΟΣΥΝΟΝ [1087, 1909, 1181, 1922]
section2-title: ΤΑ ΣΧΟΛΙΑ ΤΩΝ ΞΕΝΩΝ ΔΙΑ ΤΟ ΠΡΑΞΙΚΟΠΗΜΑ ΒΕΝΙΖΕΛΟΥ [149, 467, 441, 508]
theamata-title: ΘΕΑΜΑΤΑ [525, 1500, 597, 1515]
article-text: Ὁ ὑπουργὸς τῶν Ἐσωτερικῶν ἀπέστειλεν ἐγκύκλιον διὰ τὴν ταχεῖαν ἀναθεώρησιν τῶν ἐκλογικῶν καταλόγων. [1226, 1533, 1404, 1584]
article-text: ἐλέγετο ἡ ἐργασία τῶν Ἡνωμένων Ἐθνῶν ἀπὸ τὴν πρώτην ἡμέραν τῆς συνεδριάσεως τῆς Γενικῆς Συνελεύσεως. Οἱ ἀντιπρόσωποι συνεζήτησαν τὴν ἐκλογὴν τοῦ προέδρου καὶ τὴν συγκρότησιν τῶν ἐπιτροπῶν. [110, 1479, 300, 1555]
socialism-title: ΣΟΣΙΑΛΙΣΤΙΚΟ ΔΙΚΑΙΟ [693, 2122, 827, 2136]
article-text: Μετὰ τὴν δημοσίευσιν τῆς εἰδήσεως περὶ τῆς συμφωνίας μεταξὺ τοῦ κ. Σοφ. Βενιζέλου καὶ τοῦ Λαϊκοῦ κόμματος, ὁ ἀρχηγὸς τῶν Φιλελευθέρων καὶ τὸ κόμμα ἀπεδοκίμασαν τὴν ἐνέργειαν. Ἡ κυβέρνησις διεβεβαίωσεν ὅτι δὲν ὁδηγεῖται πρὸς τὰ δεξιά καὶ ὅτι θὰ συνεχίσῃ τὸ ἔργον της. [1078, 403, 1216, 543]
strike-headline: Η ΑΠΕΡΓΙΑ ΤΩΝ ΕΡΓΑΤΩΝ ΕΣΗΜΕΙΩΣΕ ΧΘΕΣ ΚΑΙ ΝΕΑΝ ΥΦΕΣΙΝ [1227, 546, 1549, 584]
left-lower-column [110, 1428, 300, 2238]
ad-argentina-top: ΣΤΗΝ [359, 1843, 387, 1854]
article-text: Ἀπὸ τὰς πρωίας τῆς χθὲς ἡ ἀπεργία ἐσημείωσε νέαν ὕφεσιν. Πλεῖστοι ἐργάται ἐπανῆλθον εἰς τὰς ἐργασίας των. Ἡ κυβέρνησις μεριμνᾷ διὰ τὴν ταχεῖαν λύσιν τῶν ζητημάτων. [1226, 663, 1384, 739]
article-text: Ὁ ὑπουργὸς τῶν Ἐσωτερικῶν ἀπέστειλεν ἐγκύκλιον διὰ τὴν ταχεῖαν ἀναθεώρησιν τῶν ἐκλογικῶν καταλόγων. [1410, 1537, 1550, 1600]
article-text: Ὁ ὑπουργὸς τῆς Δημοσίας Τάξεως ἀνεκοίνωσεν ὅτι κατεβλήθησαν αἱ συμμορίαι τῆς Κορινθίας. [1410, 1843, 1550, 1893]
right-column [1226, 120, 1550, 1420]
article-text: ἐλέγετο ἡ ἐργασία τῶν Ἡνωμένων Ἐθνῶν ἀπὸ τὴν πρώτην ἡμέραν τῆς συνεδριάσεως τῆς Γενικῆς Συνελεύσεως. Οἱ ἀντιπρόσωποι συνεζήτησαν τὴν ἐκλογὴν τοῦ προέδρου καὶ τὴν συγκρότησιν τῶν ἐπιτροπῶν. [110, 1230, 290, 1306]
ad-kotopouli-cast: ΜΑΡΙΚΑ — ΛΟΓΟΘΕΤΙΔΗΣ ΡΙΤΑ καὶ ΔΗΜ. ΜΥΡΑΤ [311, 1502, 435, 1524]
raina-line-5: ΠΑΡΑΚΑΤΑΘΗΚΗ - 20989 [689, 1881, 816, 1891]
sub-kathigites: ΟΙ ΚΑΘΗΓΗΤΑΙ [1260, 1205, 1350, 1219]
divider [485, 226, 1220, 228]
article-text: Ἀπὸ τὰς πρωίας τῆς χθὲς ἡ ἀπεργία ἐσημείωσε νέαν ὕφεσιν. Πλεῖστοι ἐργάται ἐπανῆλθον εἰς τὰς ἐργασίας [1392, 1260, 1550, 1310]
article-text: Καλοῦνται τὰ μέλη τοῦ Σωματείου εἰς τακτικὴν γενικὴν συνέλευσιν τὴν Κυριακὴν 20 Ἰανουαρίου. [680, 1529, 840, 1566]
elliniko-body [680, 1720, 840, 1758]
box-120-body: ΛΟΝΔΙΝΟΝ, 9 (ΓΔ (Γ.) — Ἀπεβίωσεν εἰς ἡλικίαν 120 ἐτῶν ὁ γηραιότερος ἄνθρωπος τῆς Ἀγγλίας. [642, 1113, 770, 1164]
kinimatografoi-title: ΚΙΝΗΜΑΤΟΓΡΑΦΟΙ [504, 1867, 618, 1880]
article-text: ἐλέγετο ἡ ἐργασία τῶν Ἡνωμένων Ἐθνῶν ἀπὸ τὴν πρώτην ἡμέραν τῆς συνεδριάσεως τῆς Γενικῆς Συνελεύσεως. Οἱ ἀντιπρόσωποι συνεζήτησαν τὴν ἐκλογὴν τοῦ προέδρου καὶ τὴν συγκρότησιν τῶν ἐπιτροπῶν. [110, 1153, 290, 1229]
article-text: Ἀπεστάλησαν ἤδη πρὸς τὰς ἐπαρχίας μεγάλαι ποσότητες ἱματισμοῦ διὰ τὴν ἀντιμετώπισιν τῶν ἀναγκῶν τοῦ πληθυσμοῦ κατὰ τὸν χειμῶνα. [110, 1859, 300, 1909]
mnimosyno-body [1046, 1926, 1222, 2006]
article-text: ΑΛΚΗΣ (Ἀκαδημίας — Μάνιου): «Ἡ Ἀκουσύμνησις». — ΚΑΤΙΝΑ ΠΑΞΙΝΟΥ (Παν. Ἐλληνικὸν): Ἑβδομὰς Γκαπλενικά. — ΑΡΓΥΡΟΠΟΥΛΟΥ: Παιχνιδάκια. — ΜΑΡΙΚΑ ΚΟΤΟΠΟΥΛΗ: «Ἡ Ζωὴ». [448, 1636, 674, 1699]
article-text: Αἱ ξέναι ἐφημερίδες σχολιάζουν εὐρέως τὴν συμφωνίαν Λαϊκῶν καὶ Φιλελευθέρων, καὶ ἐκφράζουν ἐπιφυλάξεις διὰ τὴν πολιτικὴν κατάστασιν τῆς Ἑλλάδος. Ἡ ἐπιτροπὴ διὰ τὴν ἀνασυγκρότησιν τῆς χώρας εὑρίσκεται ἐν ἀναμονῇ τῶν ἐξελίξεων. [110, 766, 290, 867]
korinthia-headline: ΑΙ ΣΥΜΜΟΡΙΑΙ ΤΗΣ ΚΟΡΙΝΘΙΑΣ [1416, 1773, 1544, 1801]
article-text: Ὁ κ. Βενιζέλος, κατὰ τὰς πληροφορίας μας, διεξήγαγε τὰς διαπραγματεύσεις χωρὶς νὰ ἐνημερώσῃ τὸ κόμμα του. Αἱ συνομιλίαι ἔλαβον χώραν ἐν κρυφῷ καὶ τὸ κείμενον τῆς συμφωνίας ὑπεγράφη χωρὶς τὴν γνῶσιν τῶν στελεχῶν τοῦ κόμματος. [784, 1041, 922, 1155]
article-text: Ὁ ὑπουργὸς τῆς Δημοσίας Τάξεως ἀνεκοίνωσεν ὅτι κατεβλήθησαν αἱ συμμορίαι τῆς Κορινθίας. [1410, 1881, 1550, 1932]
pardon-headline: Η ΑΙΤΗΣΙΣ ΧΑΡΙΤΟΣ ΤΩΝ «ΚΤΗΝΩΝ» ΤΗΣ ΕΙΔ.ΚΗΣ [1417, 2109, 1543, 2148]
article-text: Ἀπὸ τὰς πρωίας τῆς χθὲς ἡ ἀπεργία ἐσημείωσε νέαν ὕφεσιν. Πλεῖστοι ἐργάται ἐπανῆλθον εἰς τὰς ἐργασίας των. Ἡ κυβέρνησις μεριμνᾷ διὰ τὴν ταχεῖαν λύσιν τῶν ζητημάτων. [1226, 1124, 1384, 1200]
vasileion-title: ΒΑΣΙΛΕΙΟΝ ΤΗΣ ΕΛΛΑΔΟΣ ΔΗΜΟΣ ΑΘΗΝΑΙΩΝ [1236, 1684, 1394, 1710]
frontistirion-title: ΦΡΟΝΤΙΣΤΗΡΙΑ Δ. Ι. ΛΙΒΕΡΗ [862, 1971, 1028, 2007]
main-headline-line-3: ΣΟΦ. ΒΕΝΙΖΕΛΟΥ ΚΑΙ ΛΑΪΚΟΥ ΚΟΜΜΑΤΟΣ [540, 192, 1165, 222]
article-text: ἐλέγετο ἡ ἐργασία τῶν Ἡνωμένων Ἐθνῶν ἀπὸ τὴν πρώτην ἡμέραν τῆς συνεδριάσεως τῆς Γενικῆς Συνελεύσεως. Οἱ ἀντιπρόσωποι συνεζήτησαν τὴν [110, 1371, 290, 1420]
ad-socialism[interactable] [680, 2110, 840, 2136]
proskliseis-column [680, 1500, 840, 1790]
right-article-body [1226, 207, 1550, 337]
article-text: Ὥρα 6.45 Πρωϊνὰ μουσική. 7 Ἀναγγελίαι. 13 Ἑλληνικὴ μουσική. 20.45 Ἐπίκαιρα. [850, 1799, 1040, 1823]
article-text: Ὥρα 6.45 Πρωϊνὰ μουσική. 7 Ἀναγγελίαι. 13 Ἑλληνικὴ μουσική. 20.45 Ἐπίκαιρα. [850, 1518, 1040, 1542]
article-text: Ἀπὸ τὰς πρωίας τῆς χθὲς ἡ ἀπεργία ἐσημείωσε νέαν ὕφεσιν. Πλεῖστοι ἐργάται ἐπανῆλθον εἰς τὰς ἐργασίας των. Ἡ κυβέρνησις μεριμνᾷ διὰ τὴν ταχεῖαν λύσιν τῶν ζητημάτων. [1226, 838, 1384, 901]
article-text: Ἀπὸ τὰς πρωίας τῆς χθὲς ἡ ἀπεργία ἐσημείωσε νέαν ὕφεσιν. Πλεῖστοι ἐργάται ἐπανῆλθον εἰς τὰς ἐργασίας των. Ἡ κυβέρνησις μεριμνᾷ διὰ τὴν ταχεῖαν λύσιν τῶν ζητημάτων. [1226, 1073, 1384, 1136]
article-text: Καλοῦνται τὰ μέλη τοῦ Σωματείου εἰς τακτικὴν γενικὴν συνέλευσιν τὴν Κυριακὴν 20 Ἰανουαρίου. [680, 1554, 840, 1604]
article-text: Καλοῦνται τὰ μέλη τοῦ Σωματείου εἰς τακτικὴν γενικὴν συνέλευσιν τὴν Κυριακὴν 20 Ἰανουαρίου. [1046, 1579, 1222, 1630]
article-text: Μετὰ τὴν δημοσίευσιν τῆς εἰδήσεως περὶ τῆς συμφωνίας μεταξὺ τοῦ κ. Σοφ. Βενιζέλου καὶ τοῦ Λαϊκοῦ κόμματος, ὁ ἀρχηγὸς τῶν Φιλελευθέρων καὶ τὸ κόμμα ἀπεδοκίμασαν τὴν ἐνέργειαν. Ἡ κυβέρνησις διεβεβαίωσεν ὅτι δὲν ὁδηγεῖται πρὸς τὰ δεξιά καὶ ὅτι θὰ συνεχίσῃ τὸ ἔργον της. [931, 276, 1193, 677]
center-article-body [490, 276, 1216, 776]
article-text: Ἀπὸ τὰς πρωίας τῆς χθὲς ἡ ἀπεργία ἐσημείωσε νέαν ὕφεσιν. Πλεῖστοι ἐργάται ἐπανῆλθον εἰς τὰς ἐργασίας των. Ἡ κυβέρνησις μεριμνᾷ διὰ τὴν ταχεῖαν λύσιν τῶν ζητημάτων. [1226, 988, 1384, 1051]
sathmos-title: ΑΘΗΝΑΪΚΟΣ ΣΤΑΘΜΟΣ [875, 1782, 1015, 1795]
sub-kapnergates: ΜΕΙΣ ΚΑΠΝΕΡΓΑΤΩΝ [1241, 1056, 1369, 1070]
korinthia-body [1410, 1805, 1550, 2105]
anakoinosis-body [1226, 1470, 1404, 1680]
gynaikeia-title: ΓΥΝΑΙΚΕΙΑ ΚΙΝΗΣΙΣ [1074, 1720, 1194, 1733]
divider [1226, 539, 1550, 541]
socialism-sub: Κυκλοφορεῖ τὸ νέο βιβλίο [704, 2110, 816, 2121]
ypodeixi-body [1046, 1516, 1222, 1716]
article-text: Ὥρα 6.45 Πρωϊνὰ μουσική. 7 Ἀναγγελίαι. 13 Ἑλληνικὴ μουσική. 20.45 Ἐπίκαιρα. [850, 1594, 1040, 1619]
divider [110, 1047, 480, 1049]
date-line: ΑΘΗΝΑΙ 10 ΙΑΝΟΥΑΡΙΟΥ 1946 ΓΡΑΦΕΙΑ: ΚΑΡΑΓΕΩΡΓΗ ΤΗΣ ΣΕΡΒΙΑΣ 4. [110, 86, 521, 98]
article-text: Αἱ ξέναι ἐφημερίδες σχολιάζουν εὐρέως τὴν συμφωνίαν Λαϊκῶν καὶ Φιλελευθέρων, καὶ ἐκφράζουν ἐπιφυλάξεις διὰ τὴν πολιτικὴν κατάστασιν τῆς Ἑλλάδος. Ἡ ἐπιτροπὴ διὰ τὴν ἀνασυγκρότησιν τῆς χώρας εὑρίσκεται ἐν ἀναμονῇ τῶν ἐξελίξεων. [110, 855, 290, 944]
ad-frontistirion[interactable] [850, 1962, 1040, 2054]
article-text: Μετὰ τὴν δημοσίευσιν τῆς εἰδήσεως περὶ τῆς συμφωνίας μεταξὺ τοῦ κ. Σοφ. Βενιζέλου καὶ τοῦ Λαϊκοῦ κόμματος, ὁ ἀρχηγὸς τῶν Φιλελευθέρων καὶ τὸ κόμμα ἀπεδοκίμασαν τὴν ἐνέργειαν. Ἡ κυβέρνησις διεβεβαίωσεν ὅτι δὲν ὁδηγεῖται πρὸς τὰ δεξιά καὶ ὅτι θὰ συνεχίσῃ τὸ ἔργον της. [1078, 531, 1216, 671]
strike-body [1226, 612, 1550, 1332]
article-text: ΑΤΤΙΚΟΝ: «Πρωταθλήτρια». — ΠΑΛΛΑΣ: «Ὁ Θησαυρὸς τῆς Κρόνου». — ΡΕΞ: «Πρίγκηψ». [448, 1985, 674, 2010]
article-text: Αἱ ξέναι ἐφημερίδες σχολιάζουν εὐρέως τὴν συμφωνίαν Λαϊκῶν καὶ Φιλελευθέρων, καὶ ἐκφράζουν ἐπιφυλάξεις διὰ τὴν πολιτικὴν κατάστασιν τῆς Ἑλλάδος. Ἡ ἐπιτροπὴ διὰ τὴν ἀνασυγκρότησιν τῆς χώρας εὑρίσκεται ἐν ἀναμονῇ τῶν ἐξελίξεων. [110, 689, 290, 778]
article-text: Ὥρα 6.45 Πρωϊνὰ μουσική. 7 Ἀναγγελίαι. 13 Ἑλληνικὴ μουσική. 20.45 Ἐπίκαιρα. [850, 1620, 1040, 1645]
section3-byline: ΣΥΝΕΧΕΙΑ ΕΚ ΤΗΣ 1ης ΣΕΛΙΔΟΣ [322, 1076, 476, 1088]
left-column [110, 120, 480, 1420]
main-subheadline: Η ΚΥΒΕΡΝΗΣΙΣ ΔΕΝ ΟΔΗΓΕΙΤΑΙ ΠΡΟΣ ΤΑ ΔΕΞΙΑ [529, 234, 1176, 262]
column-divider [484, 120, 485, 1420]
left-article-body [110, 253, 480, 453]
ad-kotopouli-title: ΚΟΤΟΠΟΥΛΗ [308, 1429, 438, 1450]
sub-peiraia: ΕΙΣ ΤΟΝ ΠΕΙΡΑΙΑ [1419, 1191, 1523, 1205]
article-text: Μετὰ τὴν δημοσίευσιν τῆς εἰδήσεως περὶ τῆς συμφωνίας μεταξὺ τοῦ κ. Σοφ. Βενιζέλου καὶ τοῦ Λαϊκοῦ κόμματος, ὁ ἀρχηγὸς τῶν Φιλελευθέρων καὶ τὸ κόμμα ἀπεδοκίμασαν τὴν ἐνέργειαν. Ἡ κυβέρνησις διεβεβαίωσεν ὅτι δὲν ὁδηγεῖται πρὸς τὰ δεξιά καὶ ὅτι θὰ συνεχίσῃ τὸ ἔργον της. [490, 519, 628, 659]
diakrixis-body [1226, 1995, 1404, 2072]
right-headline: Η ΒΡΕΤΑΝΝΙΚΗ ΚΥΒΕΡΝΗΣΙΣ ΚΑΙ ΤΟ ΕΡΓΑΤΙΚΟΝ ΚΟΜΜΑ ΘΑ ΒΟΗΘΗΣΟΥΝ ΤΗΝ ΕΛΛΑΔΑ ΕΙΣ ΤΗΝ ΑΝΟΙΚΟΔΟΜΗΣΙΝ ΤΗΣ [1233, 120, 1543, 201]
sub-spap: ΣΠΑΠ [1287, 970, 1323, 984]
article-text: Μετὰ τὴν δημοσίευσιν τῆς εἰδήσεως περὶ τῆς συμφωνίας μεταξὺ τοῦ κ. Σοφ. Βενιζέλου καὶ τοῦ Λαϊκοῦ κόμματος, ὁ ἀρχηγὸς τῶν Φιλελευθέρων καὶ τὸ κόμμα ἀπεδοκίμασαν τὴν ἐνέργειαν. Ἡ κυβέρνησις διεβεβαίωσεν ὅτι δὲν ὁδηγεῖται πρὸς τὰ δεξιά καὶ ὅτι θὰ συνεχίσῃ τὸ ἔργον της. [490, 391, 628, 531]
article-text: ΠΑΡΙΣΙΟΙ, 9 (ΓΔ (Γ.) — Τὸ Γαλλικὸν Σοσιαλιστικὸν κόμμα συνεδρίασε σήμερον καὶ συνεζήτησε τὴν πολιτικὴν κατάστασιν. [1078, 913, 1216, 989]
right-byline: Γ. ΑΝΔΡΟΥΛΙΔΑΚΗΣ [1450, 338, 1546, 350]
main-headline-line-2: ΑΠΟΔΟΚΙΜΑΖΟΥΝ ΤΗΝ ΣΥΜΦΩΝΙΑΝ ΜΕΤΑΞΥ [519, 156, 1186, 186]
article-text: Ἀπὸ τὰς πρωίας τῆς χθὲς ἡ ἀπεργία ἐσημείωσε νέαν ὕφεσιν. Πλεῖστοι ἐργάται ἐπανῆλθον εἰς τὰς ἐργασίας των. Ἡ κυβέρνησις μεριμνᾷ διὰ τὴν ταχεῖαν λύσιν τῶν ζητημάτων. [1392, 855, 1550, 931]
article-text: Μετὰ τὴν δημοσίευσιν τῆς εἰδήσεως περὶ τῆς συμφωνίας μεταξὺ τοῦ κ. Σοφ. Βενιζέλου καὶ τοῦ Λαϊκοῦ κόμματος, ὁ ἀρχηγὸς τῶν Φιλελευθέρων καὶ τὸ κόμμα ἀπεδοκίμασαν τὴν ἐνέργειαν. Ἡ κυβέρνησις διεβεβαίωσεν ὅτι δὲν ὁδηγεῖται πρὸς τὰ δεξιά καὶ ὅτι θὰ συνεχίσῃ τὸ ἔργον της. [637, 306, 775, 433]
article-text: Ὁ κ. Βενιζέλος, κατὰ τὰς πληροφορίας μας, διεξήγαγε τὰς διαπραγματεύσεις χωρὶς νὰ ἐνημερώσῃ τὸ κόμμα του. Αἱ συνομιλίαι ἔλαβον χώραν ἐν κρυφῷ καὶ τὸ κείμενον τῆς συμφωνίας ὑπεγράφη χωρὶς τὴν γνῶσιν τῶν στελεχῶν τοῦ κόμματος. [784, 840, 1069, 1219]
ad-kotopouli-sub: ΑΥΡΙΟΝ 7 μ.μ. «ΠΡΩΤΗ» τοῦ περίφημου ἔργου [310, 1450, 436, 1472]
ad-frolics-phone: Τηλέ. 35—524 καὶ 25—374 [313, 1643, 433, 1654]
frolics-logo[interactable]: frolic's [308, 1524, 438, 1624]
article-text: Ὁ κ. Βενιζέλος, κατὰ τὰς πληροφορίας μας, διεξήγαγε τὰς διαπραγματεύσεις χωρὶς νὰ ἐνημερώσῃ τὸ κόμμα του. Αἱ συνομιλίαι ἔλαβον χώραν ἐν κρυφῷ καὶ τὸ κείμενον τῆς συμφωνίας ὑπεγράφη χωρὶς τὴν γνῶσιν τῶν στελεχῶν τοῦ κόμματος. [784, 891, 922, 1005]
divider [1226, 352, 1550, 354]
article-text: Ἀπεστάλησαν ἤδη πρὸς τὰς ἐπαρχίας μεγάλαι ποσότητες ἱματισμοῦ διὰ τὴν ἀντιμετώπισιν τῶν ἀναγκῶν τοῦ πληθυσμοῦ κατὰ τὸν χειμῶνα. [110, 1897, 300, 1947]
article-text: Ὁ κ. Βενιζέλος, κατὰ τὰς πληροφορίας μας, διεξήγαγε τὰς διαπραγματεύσεις χωρὶς νὰ ἐνημερώσῃ τὸ κόμμα του. Αἱ συνομιλίαι ἔλαβον χώραν ἐν κρυφῷ καὶ τὸ κείμενον τῆς συμφωνίας ὑπεγράφη χωρὶς τὴν γνῶσιν τῶν στελεχῶν τοῦ κόμματος. [490, 1044, 628, 1159]
left-subhead: „ΔΥΝΑΣΘΕ ΝΑ ΔΩΣΕΤΕ ΤΟ ΦΩΣ" [117, 225, 473, 250]
article-text: Ἀπὸ τὰς πρωίας τῆς χθὲς ἡ ἀπεργία ἐσημείωσε νέαν ὕφεσιν. Πλεῖστοι ἐργάται ἐπανῆλθον εἰς τὰς ἐργασίας των. Ἡ κυβέρνησις μεριμνᾷ διὰ τὴν ταχεῖαν λύσιν τῶν ζητημάτων. [1392, 611, 1550, 675]
masthead [110, 64, 1550, 114]
article-text: Ὁ κ. Βενιζέλος, κατὰ τὰς πληροφορίας μας, διεξήγαγε τὰς διαπραγματεύσεις χωρὶς νὰ ἐνημερώσῃ τὸ κόμμα του. Αἱ συνομιλίαι ἔλαβον χώραν ἐν κρυφῷ καὶ τὸ κείμενον τῆς συμφωνίας ὑπεγράφη χωρὶς τὴν γνῶσιν τῶν στελεχῶν τοῦ κόμματος. [637, 865, 775, 979]
article-text: Μετὰ τὴν δημοσίευσιν τῆς εἰδήσεως περὶ τῆς συμφωνίας μεταξὺ τοῦ κ. Σοφ. Βενιζέλου καὶ τοῦ Λαϊκοῦ κόμματος, ὁ ἀρχηγὸς τῶν Φιλελευθέρων καὶ τὸ κόμμα ἀπεδοκίμασαν τὴν ἐνέργειαν. Ἡ κυβέρνησις διεβεβαίωσεν ὅτι δὲν ὁδηγεῖται πρὸς τὰ δεξιά καὶ ὅτι θὰ συνεχίσῃ τὸ ἔργον της. [784, 403, 922, 543]
elliniko-title: ΑΙ ΕΛΛΗΝΙΚΑΙ ΟΔΗΓΟΙ [692, 1703, 828, 1716]
small-section-body [110, 1859, 300, 2159]
phone-line: ΤΗΛΕΦΩΝΑ ΓΡΑΦΕΙΩΝ: 33.310—26.324. ΤΥΠΟΓΡΑΦΕΙΟΥ: 20.730 [1178, 86, 1550, 98]
article-text: Ἀπὸ τὰς πρωίας τῆς χθὲς ἡ ἀπεργία ἐσημείωσε νέαν ὕφεσιν. Πλεῖστοι ἐργάται ἐπανῆλθον εἰς τὰς ἐργασίας των. Ἡ κυβέρνησις μεριμνᾷ διὰ τὴν ταχεῖαν λύσιν τῶν ζητημάτων. [1392, 919, 1550, 995]
romania-headline: Η ΑΝΑΓΝΩΡΙΣΙΣ ΤΗΣ ΡΟΥΜΑΝΙΚΗΣ ΚΥΒΕΡΝΗΣΕΩΣ ΑΠΟ ΤΟΥΣ ΣΥΜΜΑΧΟΥΣ [1234, 358, 1542, 414]
small-section-title: ΙΜΑΤΙΣΜΟΣ ΔΙΑ ΤΑΣ ΕΠΑΡΧΙΑΣ [110, 1842, 300, 1855]
left-lower-body [110, 1428, 300, 1828]
article-text: Ἀπὸ τὰς πρωίας τῆς χθὲς ἡ ἀπεργία ἐσημείωσε νέαν ὕφεσιν. Πλεῖστοι ἐργάται ἐπανῆλθον εἰς τὰς ἐργασίας των. Ἡ κυβέρνησις μεριμνᾷ διὰ τὴν ταχεῖαν λύσιν τῶν ζητημάτων. [1226, 611, 1384, 675]
label-treaty: ΤΟ ΚΕΙΜΕΝΟΝ ΤΗΣ ΣΥΜΦΩΝΙΑΣ [942, 276, 1058, 303]
article-text: Ὁ ὑπουργὸς τῶν Ἐσωτερικῶν ἀπέστειλεν ἐγκύκλιον διὰ τὴν ταχεῖαν ἀναθεώρησιν τῶν ἐκλογικῶν καταλόγων. [1226, 2020, 1404, 2070]
ad-argentina-title: ΑΡΖΕΝΤΙΝΑ [315, 1854, 431, 1875]
article-text: Ὁ κ. Βενιζέλος, κατὰ τὰς πληροφορίας μας, διεξήγαγε τὰς διαπραγματεύσεις χωρὶς νὰ ἐνημερώσῃ τὸ κόμμα του. Αἱ συνομιλίαι ἔλαβον χώραν ἐν κρυφῷ καὶ τὸ κείμενον τῆς συμφωνίας ὑπεγράφη χωρὶς τὴν γνῶσιν τῶν στελεχῶν τοῦ κόμματος. [1078, 977, 1216, 1091]
raina-line-4: καὶ ὡλωνάριο. [716, 1871, 789, 1881]
right-lower-column [1226, 1428, 1404, 2228]
article-text: Ἀπὸ τὰς πρωίας τῆς χθὲς ἡ ἀπεργία ἐσημείωσε νέαν ὕφεσιν. Πλεῖστοι ἐργάται ἐπανῆλθον εἰς τὰς ἐργασίας των. Ἡ κυβέρνησις μεριμνᾷ διὰ τὴν ταχεῖαν λύσιν τῶν ζητημάτων. [1392, 1047, 1550, 1123]
article-text: Ἀπεστάλησαν ἤδη πρὸς τὰς ἐπαρχίας μεγάλαι ποσότητες ἱματισμοῦ διὰ τὴν ἀντιμετώπισιν τῶν ἀναγκῶν τοῦ πληθυσμοῦ κατὰ τὸν χειμῶνα. [110, 1935, 300, 1986]
ad-kotopouli[interactable] [306, 1428, 440, 1524]
article-text: Ὥρα 6.45 Πρωϊνὰ μουσική. 7 Ἀναγγελίαι. 13 Ἑλληνικὴ μουσική. 20.45 Ἐπίκαιρα. [850, 1824, 1040, 1849]
ad-frolics-sub: ΣΗΜΕΡΟΝ [342, 1630, 404, 1643]
electoral-headline: Η ΡΥΘΜΙΣΙΣ ΤΟΥ ΖΗΤΗΜΑΤΟΣ ΤΩΝ ΕΚΛΟΓΙΚΩΝ ΚΑΤΑΛΟΓΩΝ [1421, 1440, 1539, 1496]
article-text: ΑΤΤΙΚΟΝ: «Πρωταθλήτρια». — ΠΑΛΛΑΣ: «Ὁ Θησαυρὸς τῆς Κρόνου». — ΡΕΞ: «Πρίγκηψ». [448, 1959, 674, 1984]
article-text: Ἀπὸ τὰς πρωίας τῆς χθὲς ἡ ἀπεργία ἐσημείωσε νέαν ὕφεσιν. Πλεῖστοι ἐργάται ἐπανῆλθον εἰς τὰς ἐργασίας των. Ἡ κυβέρνησις μεριμνᾷ διὰ τὴν ταχεῖαν λύσιν τῶν ζητημάτων. [1392, 1111, 1550, 1187]
article-text: Ὁ ὑπουργὸς τῶν Ἐσωτερικῶν ἀπέστειλεν ἐγκύκλιον διὰ τὴν ταχεῖαν ἀναθεώρησιν τῶν ἐκλογικῶν καταλόγων. [1226, 1816, 1404, 1866]
article-text: Ἀπὸ τὰς πρωίας τῆς χθὲς ἡ ἀπεργία ἐσημείωσε νέαν ὕφεσιν. Πλεῖστοι ἐργάται ἐπανῆλθον εἰς τὰς ἐργασίας των. Ἡ κυβέρνησις μεριμνᾷ διὰ τὴν ταχεῖαν λύσιν τῶν ζητημάτων. [1392, 791, 1550, 867]
page-divider [110, 1420, 1550, 1422]
article-text: Μετὰ τὴν δημοσίευσιν τῆς εἰδήσεως περὶ τῆς συμφωνίας μεταξὺ τοῦ κ. Σοφ. Βενιζέλου καὶ τοῦ Λαϊκοῦ κόμματος, ὁ ἀρχηγὸς τῶν Φιλελευθέρων καὶ τὸ κόμμα ἀπεδοκίμασαν τὴν ἐνέργειαν. Ἡ κυβέρνησις διεβεβαίωσεν ὅτι δὲν ὁδηγεῖται πρὸς τὰ δεξιά καὶ ὅτι θὰ συνεχίσῃ τὸ ἔργον της. [931, 421, 1069, 561]
center-article-2-body [490, 840, 1216, 1410]
raina-brand: ΡΑΪΝΑ [682, 1800, 823, 1841]
ad-kotopouli-play: ΑΡΣΕΝΙΚΟ ΚΑΙ ΠΑΛΗΑ ΔΑΝΤΕΛΑ [310, 1472, 436, 1502]
cross-headline: Ο ΛΟΥΞ ΤΟΥ ΟΥΙ ΝΔΣΟΡ ΠΡΕΣΒΕΥΤΗΣ ΕΙΣ ΟΥΑΣΙΓΚΤΩΝ [943, 1089, 1057, 1148]
sub-sindonospia: Η ΓΕΝ. ΣΥΝΟΜΟΣΠΟΝΔΙΑ [1227, 1290, 1383, 1304]
article-text: Αἱ ξέναι ἐφημερίδες σχολιάζουν εὐρέως τὴν συμφωνίαν Λαϊκῶν καὶ Φιλελευθέρων, καὶ ἐκφράζουν ἐπιφυλάξεις διὰ τὴν πολιτικὴν κατάστασιν τῆς Ἑλλάδος. Ἡ ἐπιτροπὴ διὰ τὴν ἀνασυγκρότησιν τῆς χώρας εὑρίσκεται ἐν ἀναμονῇ τῶν ἐξελίξεων. [172, 522, 480, 1034]
article-text: Ἀπεστάλησαν ἤδη πρὸς τὰς ἐπαρχίας μεγάλαι ποσότητες ἱματισμοῦ διὰ τὴν ἀντιμετώπισιν τῶν ἀναγκῶν τοῦ πληθυσμοῦ κατὰ τὸν χειμῶνα. [110, 1986, 300, 2037]
